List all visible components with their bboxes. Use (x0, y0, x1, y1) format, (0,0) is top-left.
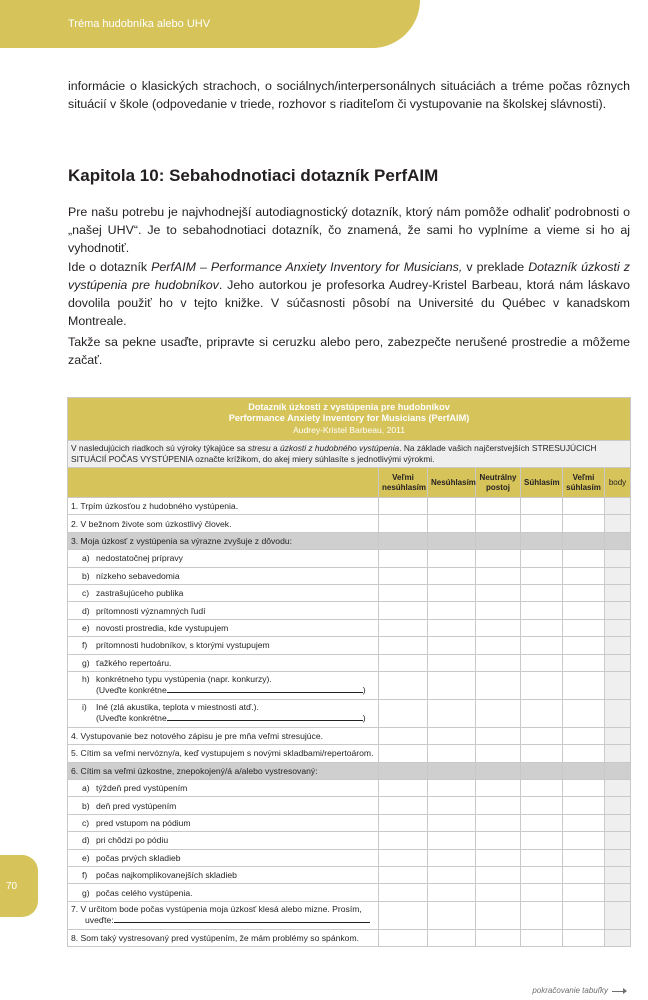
answer-cell[interactable] (476, 929, 521, 946)
table-row (68, 671, 631, 699)
answer-cell[interactable] (521, 619, 563, 636)
table-row (68, 637, 631, 654)
table-row (68, 884, 631, 901)
answer-cell[interactable] (476, 867, 521, 884)
answer-cell[interactable] (379, 745, 428, 762)
answer-cell[interactable] (563, 832, 605, 849)
answer-cell[interactable] (428, 654, 476, 671)
answer-cell[interactable] (476, 567, 521, 584)
answer-cell[interactable] (379, 584, 428, 601)
answer-cell[interactable] (521, 584, 563, 601)
answer-cell[interactable] (521, 901, 563, 929)
p2-text-c: v preklade (462, 260, 529, 274)
column-head-strongly-disagree: Veľmi nesúhlasím (379, 468, 428, 498)
questionnaire-instructions (68, 441, 631, 468)
answer-cell[interactable] (428, 602, 476, 619)
answer-cell[interactable] (379, 929, 428, 946)
instr-italic-1: stresu (247, 443, 271, 453)
answer-cell[interactable] (563, 567, 605, 584)
points-cell[interactable] (605, 929, 631, 946)
answer-cell[interactable] (563, 814, 605, 831)
answer-cell[interactable] (379, 727, 428, 744)
answer-cell[interactable] (521, 699, 563, 727)
answer-cell[interactable] (521, 515, 563, 532)
points-cell[interactable] (605, 637, 631, 654)
section-label: 6. Cítim sa veľmi úzkostne, znepokojený/á a/alebo vystresovaný: (68, 762, 379, 779)
item-label: 8. Som taký vystresovaný pred vystúpením, že mám problémy so spánkom. (68, 929, 379, 946)
subitem-label: d) pri chôdzi po pódiu (68, 832, 379, 849)
subitem-label: c) zastrašujúceho publika (68, 584, 379, 601)
answer-cell[interactable] (563, 884, 605, 901)
answer-cell[interactable] (428, 515, 476, 532)
answer-cell[interactable] (428, 849, 476, 866)
table-row (68, 654, 631, 671)
points-cell[interactable] (605, 884, 631, 901)
points-cell[interactable] (605, 727, 631, 744)
answer-cell[interactable] (476, 550, 521, 567)
subitem-label: d) prítomnosti významných ľudí (68, 602, 379, 619)
item-label: 7. V určitom bode počas vystúpenia moja úzkosť klesá alebo mizne. Prosím, uveďte: (68, 901, 379, 929)
answer-cell[interactable] (563, 745, 605, 762)
points-cell[interactable] (605, 745, 631, 762)
answer-cell[interactable] (428, 745, 476, 762)
points-cell[interactable] (605, 780, 631, 797)
answer-cell[interactable] (379, 849, 428, 866)
paragraph-2 (68, 258, 630, 330)
questionnaire-header (68, 398, 631, 441)
answer-cell[interactable] (563, 654, 605, 671)
page-number: 70 (6, 881, 18, 892)
questionnaire-table (67, 397, 631, 947)
answer-cell[interactable] (379, 867, 428, 884)
table-row (68, 699, 631, 727)
answer-cell[interactable] (563, 797, 605, 814)
subitem-label: a) nedostatočnej prípravy (68, 550, 379, 567)
table-row (68, 567, 631, 584)
answer-cell[interactable] (476, 619, 521, 636)
item-label: 1. Trpím úzkosťou z hudobného vystúpenia. (68, 498, 379, 515)
answer-cell[interactable] (379, 780, 428, 797)
answer-cell[interactable] (476, 515, 521, 532)
answer-cell[interactable] (476, 498, 521, 515)
answer-cell[interactable] (476, 849, 521, 866)
table-row (68, 832, 631, 849)
points-cell[interactable] (605, 515, 631, 532)
answer-cell[interactable] (563, 550, 605, 567)
answer-cell[interactable] (379, 797, 428, 814)
answer-cell[interactable] (521, 849, 563, 866)
table-row (68, 584, 631, 601)
page-number-tab (0, 855, 38, 917)
answer-cell[interactable] (379, 884, 428, 901)
fill-in-line[interactable] (114, 915, 370, 923)
answer-cell[interactable] (476, 780, 521, 797)
answer-cell[interactable] (521, 550, 563, 567)
answer-cell[interactable] (428, 671, 476, 699)
table-row (68, 814, 631, 831)
answer-cell[interactable] (379, 654, 428, 671)
answer-cell[interactable] (521, 797, 563, 814)
column-head-points: body (605, 468, 631, 498)
answer-cell[interactable] (428, 832, 476, 849)
answer-cell[interactable] (563, 498, 605, 515)
points-cell[interactable] (605, 797, 631, 814)
answer-cell[interactable] (563, 671, 605, 699)
answer-cell[interactable] (521, 745, 563, 762)
points-cell[interactable] (605, 550, 631, 567)
questionnaire-title-en: Performance Anxiety Inventory for Musicians (PerfAIM) (228, 413, 470, 423)
answer-cell[interactable] (379, 550, 428, 567)
answer-cell[interactable] (476, 654, 521, 671)
answer-cell[interactable] (476, 814, 521, 831)
answer-cell[interactable] (563, 699, 605, 727)
points-cell[interactable] (605, 567, 631, 584)
table-row (68, 727, 631, 744)
column-head-disagree: Nesúhlasím (428, 468, 476, 498)
table-row (68, 550, 631, 567)
subitem-label: h) konkrétneho typu vystúpenia (napr. konkurzy). (Uveďte konkrétne ) (68, 671, 379, 699)
table-row (68, 619, 631, 636)
answer-cell[interactable] (428, 867, 476, 884)
instr-text: V nasledujúcich riadkoch sú výroky týkajúce sa (71, 443, 248, 453)
instr-text: . Na základe vašich najčerstvejších STRESUJÚCICH SITUÁCIÍ POČAS VYSTÚPENIA označte krížikom, do akej miery súhlasíte s jednotlivými výrokmi. (71, 443, 597, 464)
p2-text-e: . Jeho autorkou je profesorka Audrey-Kristel Barbeau, ktorá nám láskavo dovolila použiť ho v tejto knižke. V súčasnosti pôsobí na Université du Québec v kanadskom Montreale. (68, 278, 630, 328)
continued-note (532, 986, 628, 995)
p2-text-a: Ide o dotazník (68, 260, 152, 274)
answer-cell[interactable] (476, 602, 521, 619)
answer-cell[interactable] (521, 602, 563, 619)
answer-cell[interactable] (476, 901, 521, 929)
points-cell[interactable] (605, 671, 631, 699)
fill-in-line[interactable] (167, 713, 363, 721)
table-row (68, 797, 631, 814)
item-label: 4. Vystupovanie bez notového zápisu je pre mňa veľmi stresujúce. (68, 727, 379, 744)
answer-cell[interactable] (521, 929, 563, 946)
answer-cell[interactable] (428, 699, 476, 727)
table-row (68, 515, 631, 532)
column-head-strongly-agree: Veľmi súhlasím (563, 468, 605, 498)
table-row (68, 929, 631, 946)
answer-cell[interactable] (563, 584, 605, 601)
answer-cell[interactable] (379, 567, 428, 584)
table-row (68, 498, 631, 515)
answer-cell[interactable] (379, 619, 428, 636)
subitem-label: a) týždeň pred vystúpením (68, 780, 379, 797)
table-row (68, 849, 631, 866)
paragraph-3: Takže sa pekne usaďte, pripravte si ceruzku alebo pero, zabezpečte nerušené prostredie a môžeme začať. (68, 335, 630, 367)
points-cell[interactable] (605, 498, 631, 515)
points-cell[interactable] (605, 901, 631, 929)
table-row (68, 901, 631, 929)
instr-text: a (270, 443, 281, 453)
section-row (68, 762, 631, 779)
p2-text-b: PerfAIM – Performance Anxiety Inventory for Musicians, (151, 260, 463, 274)
answer-cell[interactable] (379, 515, 428, 532)
answer-cell[interactable] (379, 498, 428, 515)
table-row (68, 602, 631, 619)
answer-cell[interactable] (428, 498, 476, 515)
header-band (0, 0, 420, 48)
p2-text-d: Dotazník úzkosti z vystúpenia pre hudobníkov (68, 260, 630, 292)
questionnaire-author: Audrey-Kristel Barbeau, 2011 (292, 425, 406, 435)
answer-cell[interactable] (476, 884, 521, 901)
answer-cell[interactable] (379, 814, 428, 831)
points-cell[interactable] (605, 814, 631, 831)
answer-cell[interactable] (521, 727, 563, 744)
answer-cell[interactable] (521, 567, 563, 584)
item-label: 5. Cítim sa veľmi nervózny/a, keď vystupujem s novými skladbami/repertoárom. (68, 745, 379, 762)
paragraph-1: Pre našu potrebu je najvhodnejší autodiagnostický dotazník, ktorý nám pomôže odhaliť podrobnosti o „našej UHV“. Je to sebahodnotiaci dotazník, čo znamená, že sami ho vyplníme a vieme si ho aj vyhodnotiť. (68, 205, 630, 255)
column-head-empty (68, 468, 379, 498)
table-row (68, 745, 631, 762)
answer-cell[interactable] (476, 637, 521, 654)
points-cell[interactable] (605, 602, 631, 619)
answer-cell[interactable] (521, 654, 563, 671)
answer-cell[interactable] (563, 929, 605, 946)
subitem-label: e) novosti prostredia, kde vystupujem (68, 619, 379, 636)
answer-cell[interactable] (521, 498, 563, 515)
answer-cell[interactable] (563, 849, 605, 866)
arrow-right-icon (612, 988, 628, 994)
answer-cell[interactable] (428, 637, 476, 654)
fill-in-line[interactable] (167, 685, 363, 693)
continued-label: pokračovanie tabuľky (532, 986, 608, 995)
subitem-label: f) počas najkomplikovanejších skladieb (68, 867, 379, 884)
answer-cell[interactable] (521, 814, 563, 831)
running-title: Tréma hudobníka alebo UHV (68, 18, 211, 30)
answer-cell[interactable] (521, 867, 563, 884)
answer-cell[interactable] (428, 550, 476, 567)
subitem-label: b) deň pred vystúpením (68, 797, 379, 814)
answer-cell[interactable] (428, 780, 476, 797)
answer-cell[interactable] (563, 867, 605, 884)
answer-cell[interactable] (563, 515, 605, 532)
answer-cell[interactable] (428, 814, 476, 831)
subitem-label: e) počas prvých skladieb (68, 849, 379, 866)
table-row (68, 867, 631, 884)
answer-cell[interactable] (428, 884, 476, 901)
answer-cell[interactable] (379, 832, 428, 849)
answer-cell[interactable] (476, 745, 521, 762)
answer-cell[interactable] (476, 832, 521, 849)
subitem-label: c) pred vstupom na pódium (68, 814, 379, 831)
column-head-neutral: Neutrálny postoj (476, 468, 521, 498)
answer-cell[interactable] (428, 619, 476, 636)
answer-cell[interactable] (476, 699, 521, 727)
answer-cell[interactable] (428, 727, 476, 744)
answer-cell[interactable] (563, 619, 605, 636)
answer-cell[interactable] (521, 637, 563, 654)
answer-cell[interactable] (379, 671, 428, 699)
answer-cell[interactable] (521, 780, 563, 797)
subitem-label: g) ťažkého repertoáru. (68, 654, 379, 671)
points-cell[interactable] (605, 619, 631, 636)
answer-cell[interactable] (521, 671, 563, 699)
subitem-label: b) nízkeho sebavedomia (68, 567, 379, 584)
points-cell[interactable] (605, 832, 631, 849)
answer-cell[interactable] (476, 671, 521, 699)
intro-paragraph: informácie o klasických strachoch, o sociálnych/interpersonálnych situáciách a tréme počas rôznych situácií v škole (odpovedanie v triede, rozhovor s riaditeľom či vystupovanie na školskej slávnosti). (68, 79, 630, 111)
subitem-label: i) Iné (zlá akustika, teplota v miestnosti atď.). (Uveďte konkrétne ) (68, 699, 379, 727)
answer-cell[interactable] (563, 901, 605, 929)
answer-cell[interactable] (563, 780, 605, 797)
answer-cell[interactable] (379, 602, 428, 619)
answer-cell[interactable] (563, 727, 605, 744)
points-cell[interactable] (605, 867, 631, 884)
answer-cell[interactable] (379, 699, 428, 727)
answer-cell[interactable] (476, 797, 521, 814)
answer-cell[interactable] (379, 901, 428, 929)
section-label: 3. Moja úzkosť z vystúpenia sa výrazne zvyšuje z dôvodu: (68, 532, 379, 549)
points-cell[interactable] (605, 584, 631, 601)
chapter-title: Kapitola 10: Sebahodnotiaci dotazník PerfAIM (68, 166, 439, 185)
table-row (68, 780, 631, 797)
answer-cell[interactable] (476, 584, 521, 601)
answer-cell[interactable] (428, 797, 476, 814)
answer-cell[interactable] (476, 727, 521, 744)
answer-cell[interactable] (563, 637, 605, 654)
questionnaire-title-sk: Dotazník úzkosti z vystúpenia pre hudobníkov (248, 402, 450, 412)
points-cell[interactable] (605, 654, 631, 671)
subitem-label: g) počas celého vystúpenia. (68, 884, 379, 901)
answer-cell[interactable] (379, 637, 428, 654)
answer-cell[interactable] (428, 584, 476, 601)
subitem-label: f) prítomnosti hudobníkov, s ktorými vystupujem (68, 637, 379, 654)
column-head-agree: Súhlasím (521, 468, 563, 498)
answer-cell[interactable] (563, 602, 605, 619)
answer-cell[interactable] (428, 929, 476, 946)
instr-italic-2: úzkosti z hudobného vystúpenia (280, 443, 400, 453)
answer-cell[interactable] (521, 884, 563, 901)
answer-cell[interactable] (428, 901, 476, 929)
item-label: 2. V bežnom živote som úzkostlivý človek. (68, 515, 379, 532)
answer-cell[interactable] (521, 832, 563, 849)
points-cell[interactable] (605, 849, 631, 866)
answer-cell[interactable] (428, 567, 476, 584)
points-cell[interactable] (605, 699, 631, 727)
section-row (68, 532, 631, 549)
